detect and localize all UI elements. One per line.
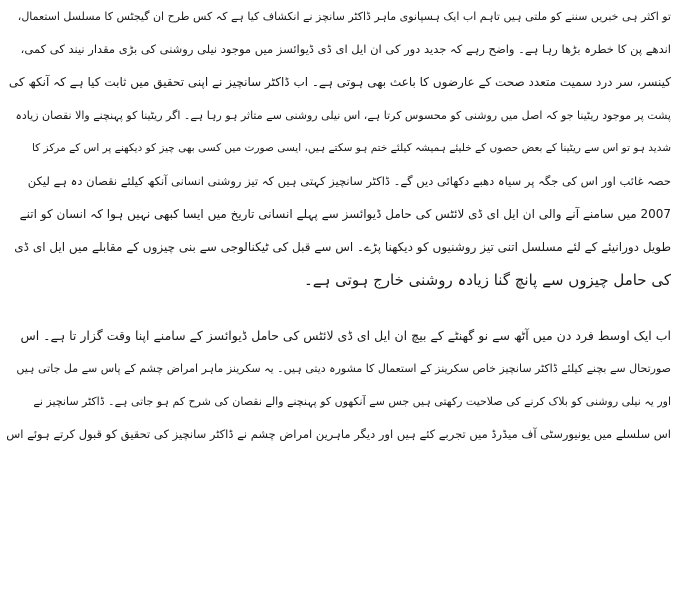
text-line: اندھے پن کا خطرہ بڑھا رہا ہے۔ واضح رہے کہ جدید دور کی ان ایل ای ڈی ڈیوائسز میں موجود نیلی روشنی کی بڑی مقدار نیند کی کمی، bbox=[20, 42, 671, 56]
text-line: طویل دورانیئے کے لئے مسلسل اتنی تیز روشنیوں کو دیکھنا پڑے۔ اس سے قبل کی ٹیکنالوجی سے بنی چیزوں کے مقابلے میں ایل ای ڈی bbox=[14, 240, 671, 254]
article-body bbox=[6, 0, 671, 451]
text-line: تو اکثر ہی خبریں سننے کو ملتی ہیں تاہم اب ایک ہسپانوی ماہر ڈاکٹر سانچز نے انکشاف کیا ہے کہ کس طرح ان گیجٹس کا مسلسل استعمال، bbox=[17, 10, 671, 23]
article-paragraph-2 bbox=[6, 319, 671, 451]
text-line: 2007 میں سامنے آنے والی ان ایل ای ڈی لائٹس کی حامل ڈیوائسز سے پہلے انسانی تاریخ میں ایسا کبھی نہیں ہوا کہ انسان کو اتنے bbox=[19, 207, 671, 221]
text-line: کی حامل چیزوں سے پانچ گنا زیادہ روشنی خارج ہوتی ہے۔ bbox=[304, 271, 671, 289]
text-line: شدید ہو تو اس سے ریٹینا کے بعض حصوں کے خلیئے ہمیشہ کیلئے ختم ہو سکتے ہیں، ایسی صورت میں کسی بھی چیز کو دیکھنے پر اس کے مرکز کا bbox=[31, 142, 671, 154]
text-line: کینسر، سر درد سمیت متعدد صحت کے عارضوں کا باعث بھی ہوتی ہے۔ اب ڈاکٹر سانچیز نے اپنی تحقیق میں ثابت کیا ہے کہ آنکھ کی bbox=[8, 75, 671, 89]
text-line: صورتحال سے بچنے کیلئے ڈاکٹر سانچیز خاص سکرینز کے استعمال کا مشورہ دیتی ہیں۔ یہ سکرینز ماہر امراض چشم کے پاس سے مل جاتی ہیں bbox=[16, 362, 671, 375]
text-line: اس سلسلے میں یونیورسٹی آف میڈرڈ میں تجربے کئے ہیں اور دیگر ماہرین امراض چشم نے ڈاکٹر سانچیز کی تحقیق کو قبول کرتے ہوئے اس bbox=[6, 427, 671, 441]
article-paragraph-1 bbox=[6, 0, 671, 297]
text-line: پشت پر موجود ریٹینا جو کہ اصل میں روشنی کو محسوس کرتا ہے، اس نیلی روشنی سے متاثر ہو رہا ہے۔ اگر ریٹینا کو پہنچنے والا نقصان زیادہ bbox=[15, 109, 671, 122]
text-line: حصہ غائب اور اس کی جگہ پر سیاہ دھبے دکھائی دیں گے۔ ڈاکٹر سانچیز کہتی ہیں کہ تیز روشنی انسانی آنکھ کیلئے نقصان دہ ہے لیکن bbox=[27, 174, 671, 188]
text-line: اب ایک اوسط فرد دن میں آٹھ سے نو گھنٹے کے بیچ ان ایل ای ڈی لائٹس کی حامل ڈیوائسز کے سامنے اپنا وقت گزار تا ہے۔ اس bbox=[20, 328, 671, 343]
paragraph-spacer bbox=[6, 297, 671, 319]
text-line: اور یہ نیلی روشنی کو بلاک کرنے کی صلاحیت رکھتی ہیں جس سے آنکھوں کو پہنچنے والے نقصان کی شرح کم ہو جاتی ہے۔ ڈاکٹر سانچیز نے bbox=[33, 395, 671, 408]
